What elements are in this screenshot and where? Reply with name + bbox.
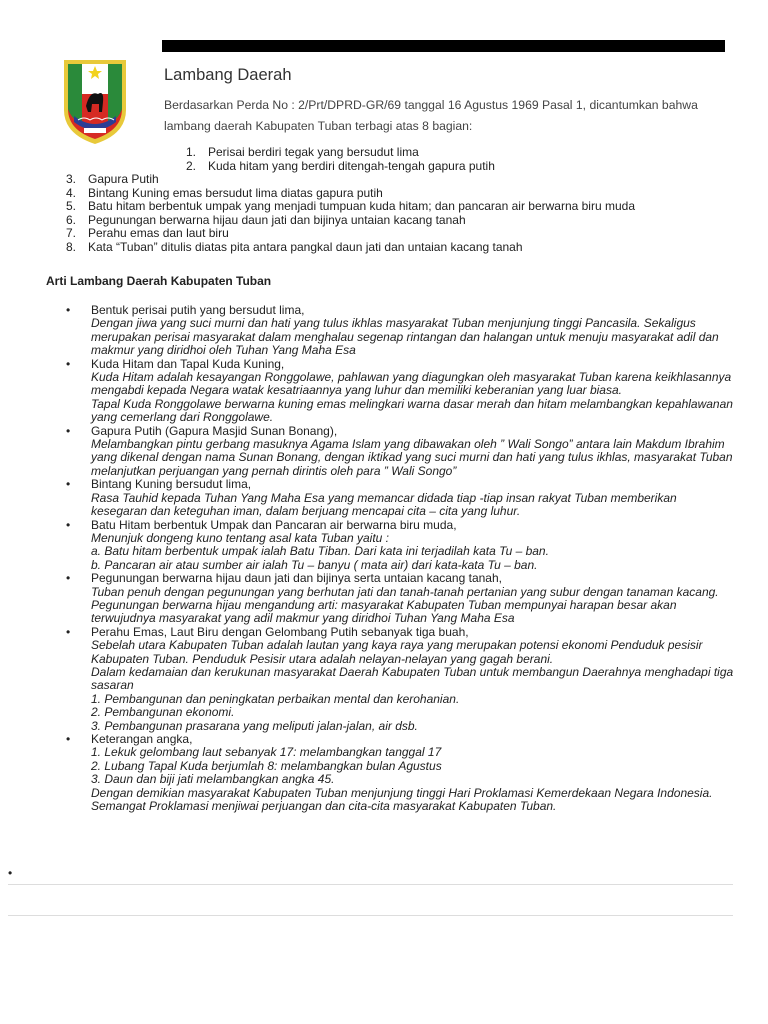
part-item-4: 4. Bintang Kuning emas bersudut lima diatas gapura putih: [66, 185, 383, 200]
meaning-heading: Kuda Hitam dan Tapal Kuda Kuning,: [91, 356, 285, 371]
bullet-icon: •: [66, 356, 71, 371]
meaning-heading: Bintang Kuning bersudut lima,: [91, 477, 252, 492]
bullet-icon: •: [66, 732, 71, 746]
meaning-text: Dengan jiwa yang suci murni dan hati yang tulus ikhlas masyarakat Tuban menjunjung tinggi Pancasila. Sekaligus merupakan perisai masyarakat dalam menghalau segenap rintangan dan halangan untuk menuju masyarakat adil dan makmur yang diridhoi oleh Tuhan Yang Maha Esa: [91, 316, 719, 358]
meaning-text: 3. Daun dan biji jati melambangkan angka 45.: [91, 772, 335, 787]
meaning-text: Pegunungan berwarna hijau mengandung arti: masyarakat Kabupaten Tuban mempunyai harapan besar akan terwujudnya masyarakat yang adil makmur yang diridhoi Tuhan Yang Maha Esa: [91, 597, 677, 626]
part-item-3: 3. Gapura Putih: [66, 172, 159, 186]
divider-bottom: [8, 915, 733, 916]
meaning-heading: Keterangan angka,: [91, 732, 193, 746]
section-heading: Arti Lambang Daerah Kabupaten Tuban: [46, 274, 272, 288]
bullet-icon: •: [66, 517, 71, 532]
meaning-text: b. Pancaran air atau sumber air ialah Tu – banyu ( mata air) dari kata-kata Tu – ban.: [91, 557, 538, 572]
meaning-item-6: [66, 572, 736, 626]
bullet-icon: •: [66, 303, 71, 317]
divider-top: [8, 884, 733, 885]
bullet-icon: •: [66, 624, 71, 639]
bullet-icon: •: [66, 423, 71, 438]
meaning-text: Tuban penuh dengan pegunungan yang berhutan jati dan tanah-tanah pertanian yang subur dengan tanaman kacang.: [91, 584, 719, 599]
meaning-text: Dengan demikian masyarakat Kabupaten Tuban menjunjung tinggi Hari Proklamasi Kemerdekaan Negara Indonesia. Semangat Proklamasi menjiwai perjuangan dan cita-cita masyarakat Kabupaten Tuban.: [91, 785, 713, 814]
intro-paragraph: Berdasarkan Perda No : 2/Prt/DPRD-GR/69 tanggal 16 Agustus 1969 Pasal 1, dicantumkan bahwa lambang daerah Kabupaten Tuban terbagi atas 8 bagian:: [164, 98, 698, 133]
meaning-text: Melambangkan pintu gerbang masuknya Agama Islam yang dibawakan oleh ” Wali Songo” antara lain Makdum Ibrahim yang dikenal dengan nama Sunan Bonang, dengan iktikad yang suci murni dan hati yang tulus ikhlas, masyarakat Tuban melanjutkan perjuangan yang pernah dirintis oleh para ” Wali Songo”: [91, 437, 733, 478]
meaning-text: Dalam kedamaian dan kerukunan masyarakat Daerah Kabupaten Tuban untuk membangun Daerahnya menghadapi tiga sasaran: [91, 664, 734, 693]
meaning-text: Sebelah utara Kabupaten Tuban adalah lautan yang kaya raya yang merupakan potensi ekonomi Penduduk pesisir Kabupaten Tuban. Penduduk Pesisir utara adalah nelayan-nelayan yang gagah berani.: [91, 638, 703, 666]
meaning-item-3: [66, 425, 736, 479]
top-black-bar: [162, 40, 725, 52]
bullet-icon: •: [66, 571, 71, 586]
part-item-5: 5. Batu hitam berbentuk umpak yang menjadi tumpuan kuda hitam; dan pancaran air berwarna biru muda: [66, 199, 635, 213]
part-item-7: 7. Perahu emas dan laut biru: [66, 226, 229, 240]
meaning-heading: Perahu Emas, Laut Biru dengan Gelombang Putih sebanyak tiga buah,: [91, 624, 469, 639]
meaning-heading: Gapura Putih (Gapura Masjid Sunan Bonang),: [91, 423, 338, 438]
meaning-heading: Pegunungan berwarna hijau daun jati dan bijinya serta untaian kacang tanah,: [91, 571, 502, 586]
meaning-text: Tapal Kuda Ronggolawe berwarna kuning emas melingkari warna dasar merah dan hitam melambangkan kepahlawanan yang cemerlang dari Ronggolawe.: [91, 396, 733, 425]
empty-bullet-icon: •: [8, 866, 13, 880]
meaning-item-1: [66, 304, 736, 358]
parts-list-indented: [186, 146, 495, 173]
meanings-list: [66, 304, 736, 813]
meaning-item-7: [66, 626, 736, 733]
bullet-icon: •: [66, 477, 71, 492]
part-item-6: 6. Pegunungan berwarna hijau daun jati dan bijinya untaian kacang tanah: [66, 212, 466, 227]
meaning-item-4: [66, 478, 736, 518]
part-item-8: 8. Kata “Tuban” ditulis diatas pita antara pangkal daun jati dan untaian kacang tanah: [66, 239, 523, 254]
meaning-text: 1. Lekuk gelombang laut sebanyak 17: melambangkan tanggal 17: [91, 745, 442, 760]
meaning-text: a. Batu hitam berbentuk umpak ialah Batu Tiban. Dari kata ini terjadilah kata Tu – ban.: [91, 544, 549, 559]
part-item-1: 1. Perisai berdiri tegak yang bersudut lima: [186, 145, 419, 159]
meaning-text: Kuda Hitam adalah kesayangan Ronggolawe, pahlawan yang diagungkan oleh masyarakat Tuban karena keikhlasannya mengabdi kepada Negara watak kesatriaannya yang luhur dan memiliki keberanian yang luar biasa.: [91, 370, 732, 398]
meaning-text: 2. Pembangunan ekonomi.: [91, 705, 235, 720]
meaning-text: Menunjuk dongeng kuno tentang asal kata Tuban yaitu :: [91, 530, 389, 545]
page-title: Lambang Daerah: [164, 66, 292, 84]
meaning-text: Rasa Tauhid kepada Tuhan Yang Maha Esa yang memancar didada tiap -tiap insan rakyat Tuban memberikan kesegaran dan keteguhan iman, dalam berjuang mencapai cita – cita yang luhur.: [91, 490, 677, 519]
part-item-2: 2. Kuda hitam yang berdiri ditengah-tengah gapura putih: [186, 158, 495, 173]
meaning-item-2: [66, 358, 736, 425]
meaning-text: 2. Lubang Tapal Kuda berjumlah 8: melambangkan bulan Agustus: [91, 758, 442, 773]
meaning-text: 1. Pembangunan dan peningkatan perbaikan mental dan kerohanian.: [91, 691, 460, 706]
parts-list: [66, 173, 635, 254]
meaning-text: 3. Pembangunan prasarana yang meliputi jalan-jalan, air dsb.: [91, 718, 418, 733]
meaning-item-5: [66, 519, 736, 573]
coat-of-arms-icon: [60, 54, 130, 146]
meaning-heading: Bentuk perisai putih yang bersudut lima,: [91, 303, 305, 317]
meaning-item-8: [66, 733, 736, 813]
meaning-heading: Batu Hitam berbentuk Umpak dan Pancaran air berwarna biru muda,: [91, 517, 457, 532]
